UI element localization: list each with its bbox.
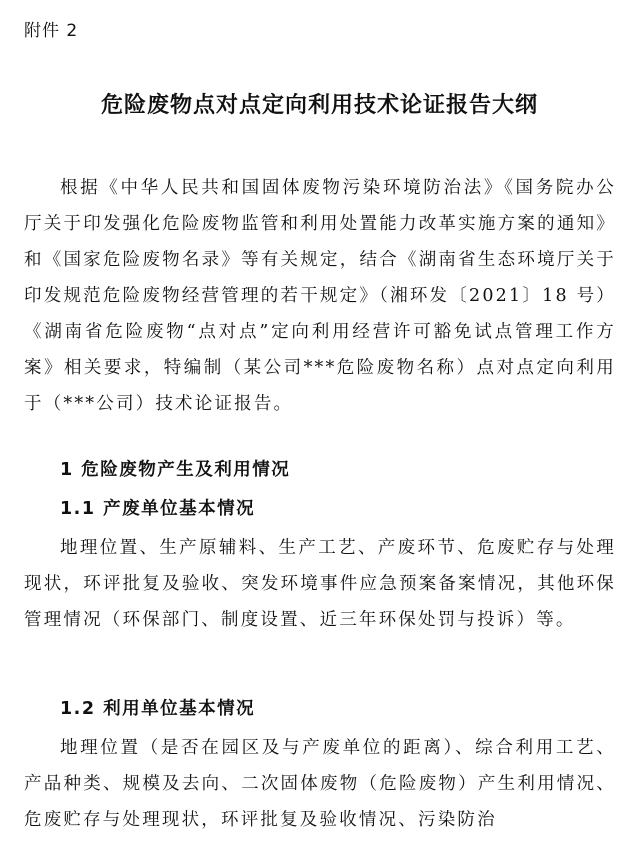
attachment-label: 附件 2 [24, 21, 79, 41]
section-1-2-paragraph: 地理位置（是否在园区及与产废单位的距离）、综合利用工艺、产品种类、规模及去向、二次固体废物（危险废物）产生利用情况、危废贮存与处理现状，环评批复及验收情况、污染防治 [24, 738, 616, 830]
section-1-1-heading: 1.1 产废单位基本情况 [60, 499, 256, 519]
intro-paragraph: 根据《中华人民共和国固体废物污染环境防治法》《国务院办公厅关于印发强化危险废物监管和利用处置能力改革实施方案的通知》和《国家危险废物名录》等有关规定，结合《湖南省生态环境厅关于印发规范危险废物经营管理的若干规定》（湘环发〔2021〕18 号）《湖南省危险废物“点对点”定向利用经营许可豁免试点管理工作方案》相关要求，特编制（某公司***危险废物名称）点对点定向利用于（***公司）技术论证报告。 [24, 178, 616, 414]
section-1-2-heading: 1.2 利用单位基本情况 [60, 699, 256, 719]
section-1-1-paragraph: 地理位置、生产原辅料、生产工艺、产废环节、危废贮存与处理现状，环评批复及验收、突发环境事件应急预案备案情况，其他环保管理情况（环保部门、制度设置、近三年环保处罚与投诉）等。 [24, 538, 616, 630]
document-title: 危险废物点对点定向利用技术论证报告大纲 [100, 93, 538, 118]
section-1-heading: 1 危险废物产生及利用情况 [60, 460, 291, 480]
